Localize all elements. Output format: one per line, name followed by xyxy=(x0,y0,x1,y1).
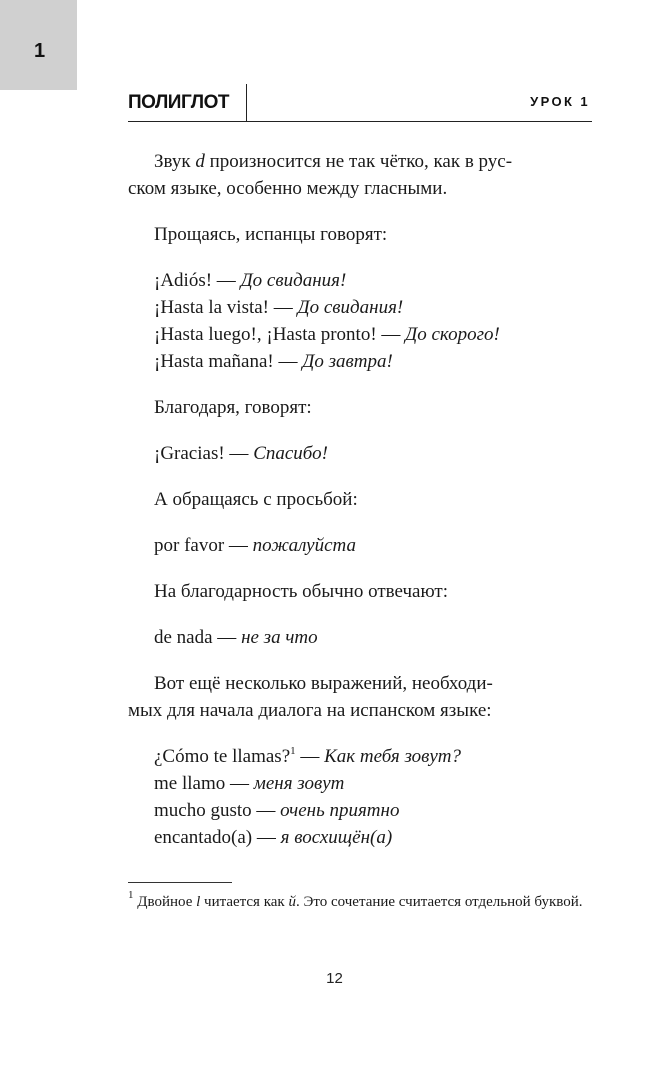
phrase-item: encantado(a) — я восхищён(а) xyxy=(154,827,393,848)
phrase-item: ¡Hasta luego!, ¡Hasta pronto! — До скорого! xyxy=(154,324,500,345)
dialog-lead-line-2: мых для начала диалога на испанском языке: xyxy=(128,700,492,721)
reply-phrase: de nada — не за что xyxy=(154,627,318,648)
intro-paragraph xyxy=(128,148,574,202)
phrase-item: mucho gusto — очень приятно xyxy=(154,800,400,821)
running-header xyxy=(128,84,592,122)
page-number: 12 xyxy=(326,970,343,987)
farewell-lead: Прощаясь, испанцы говорят: xyxy=(154,224,388,245)
footnote-ref[interactable]: 1 xyxy=(290,745,296,757)
phrase-item: ¡Adiós! — До свидания! xyxy=(154,270,347,291)
chapter-number: 1 xyxy=(34,40,46,62)
header-rule xyxy=(128,121,592,122)
chapter-tab xyxy=(0,0,77,90)
intro-line-1: Звук d произносится не так чётко, как в рус- xyxy=(154,151,513,172)
farewell-list xyxy=(154,267,574,375)
intro-line-2: ском языке, особенно между гласными. xyxy=(128,178,448,199)
request-phrase: por favor — пожалуйста xyxy=(154,535,356,556)
phrase-item: ¿Cómo te llamas?$^1$ — Как тебя зовут? xyxy=(154,745,462,767)
page-body xyxy=(128,148,574,870)
brand-logo: ПОЛИГЛОТ xyxy=(128,92,229,113)
phrase-item: ¡Hasta la vista! — До свидания! xyxy=(154,297,404,318)
footnote: $^1$ Двойное l читается как й. Это сочетание считается отдельной буквой. xyxy=(128,889,583,910)
dialog-lead xyxy=(128,670,574,724)
dialog-list xyxy=(154,743,574,851)
phrase-item: me llamo — меня зовут xyxy=(154,773,345,794)
request-lead: А обращаясь с просьбой: xyxy=(154,489,358,510)
dialog-lead-line-1: Вот ещё несколько выражений, необходи- xyxy=(154,673,493,694)
footnote-rule xyxy=(128,882,232,883)
header-divider xyxy=(246,84,247,122)
thanks-lead: Благодаря, говорят: xyxy=(154,397,312,418)
reply-lead: На благодарность обычно отвечают: xyxy=(154,581,448,602)
phrase-item: ¡Hasta mañana! — До завтра! xyxy=(154,351,393,372)
lesson-label: УРОК 1 xyxy=(530,94,590,109)
thanks-phrase: ¡Gracias! — Спасибо! xyxy=(154,443,328,464)
